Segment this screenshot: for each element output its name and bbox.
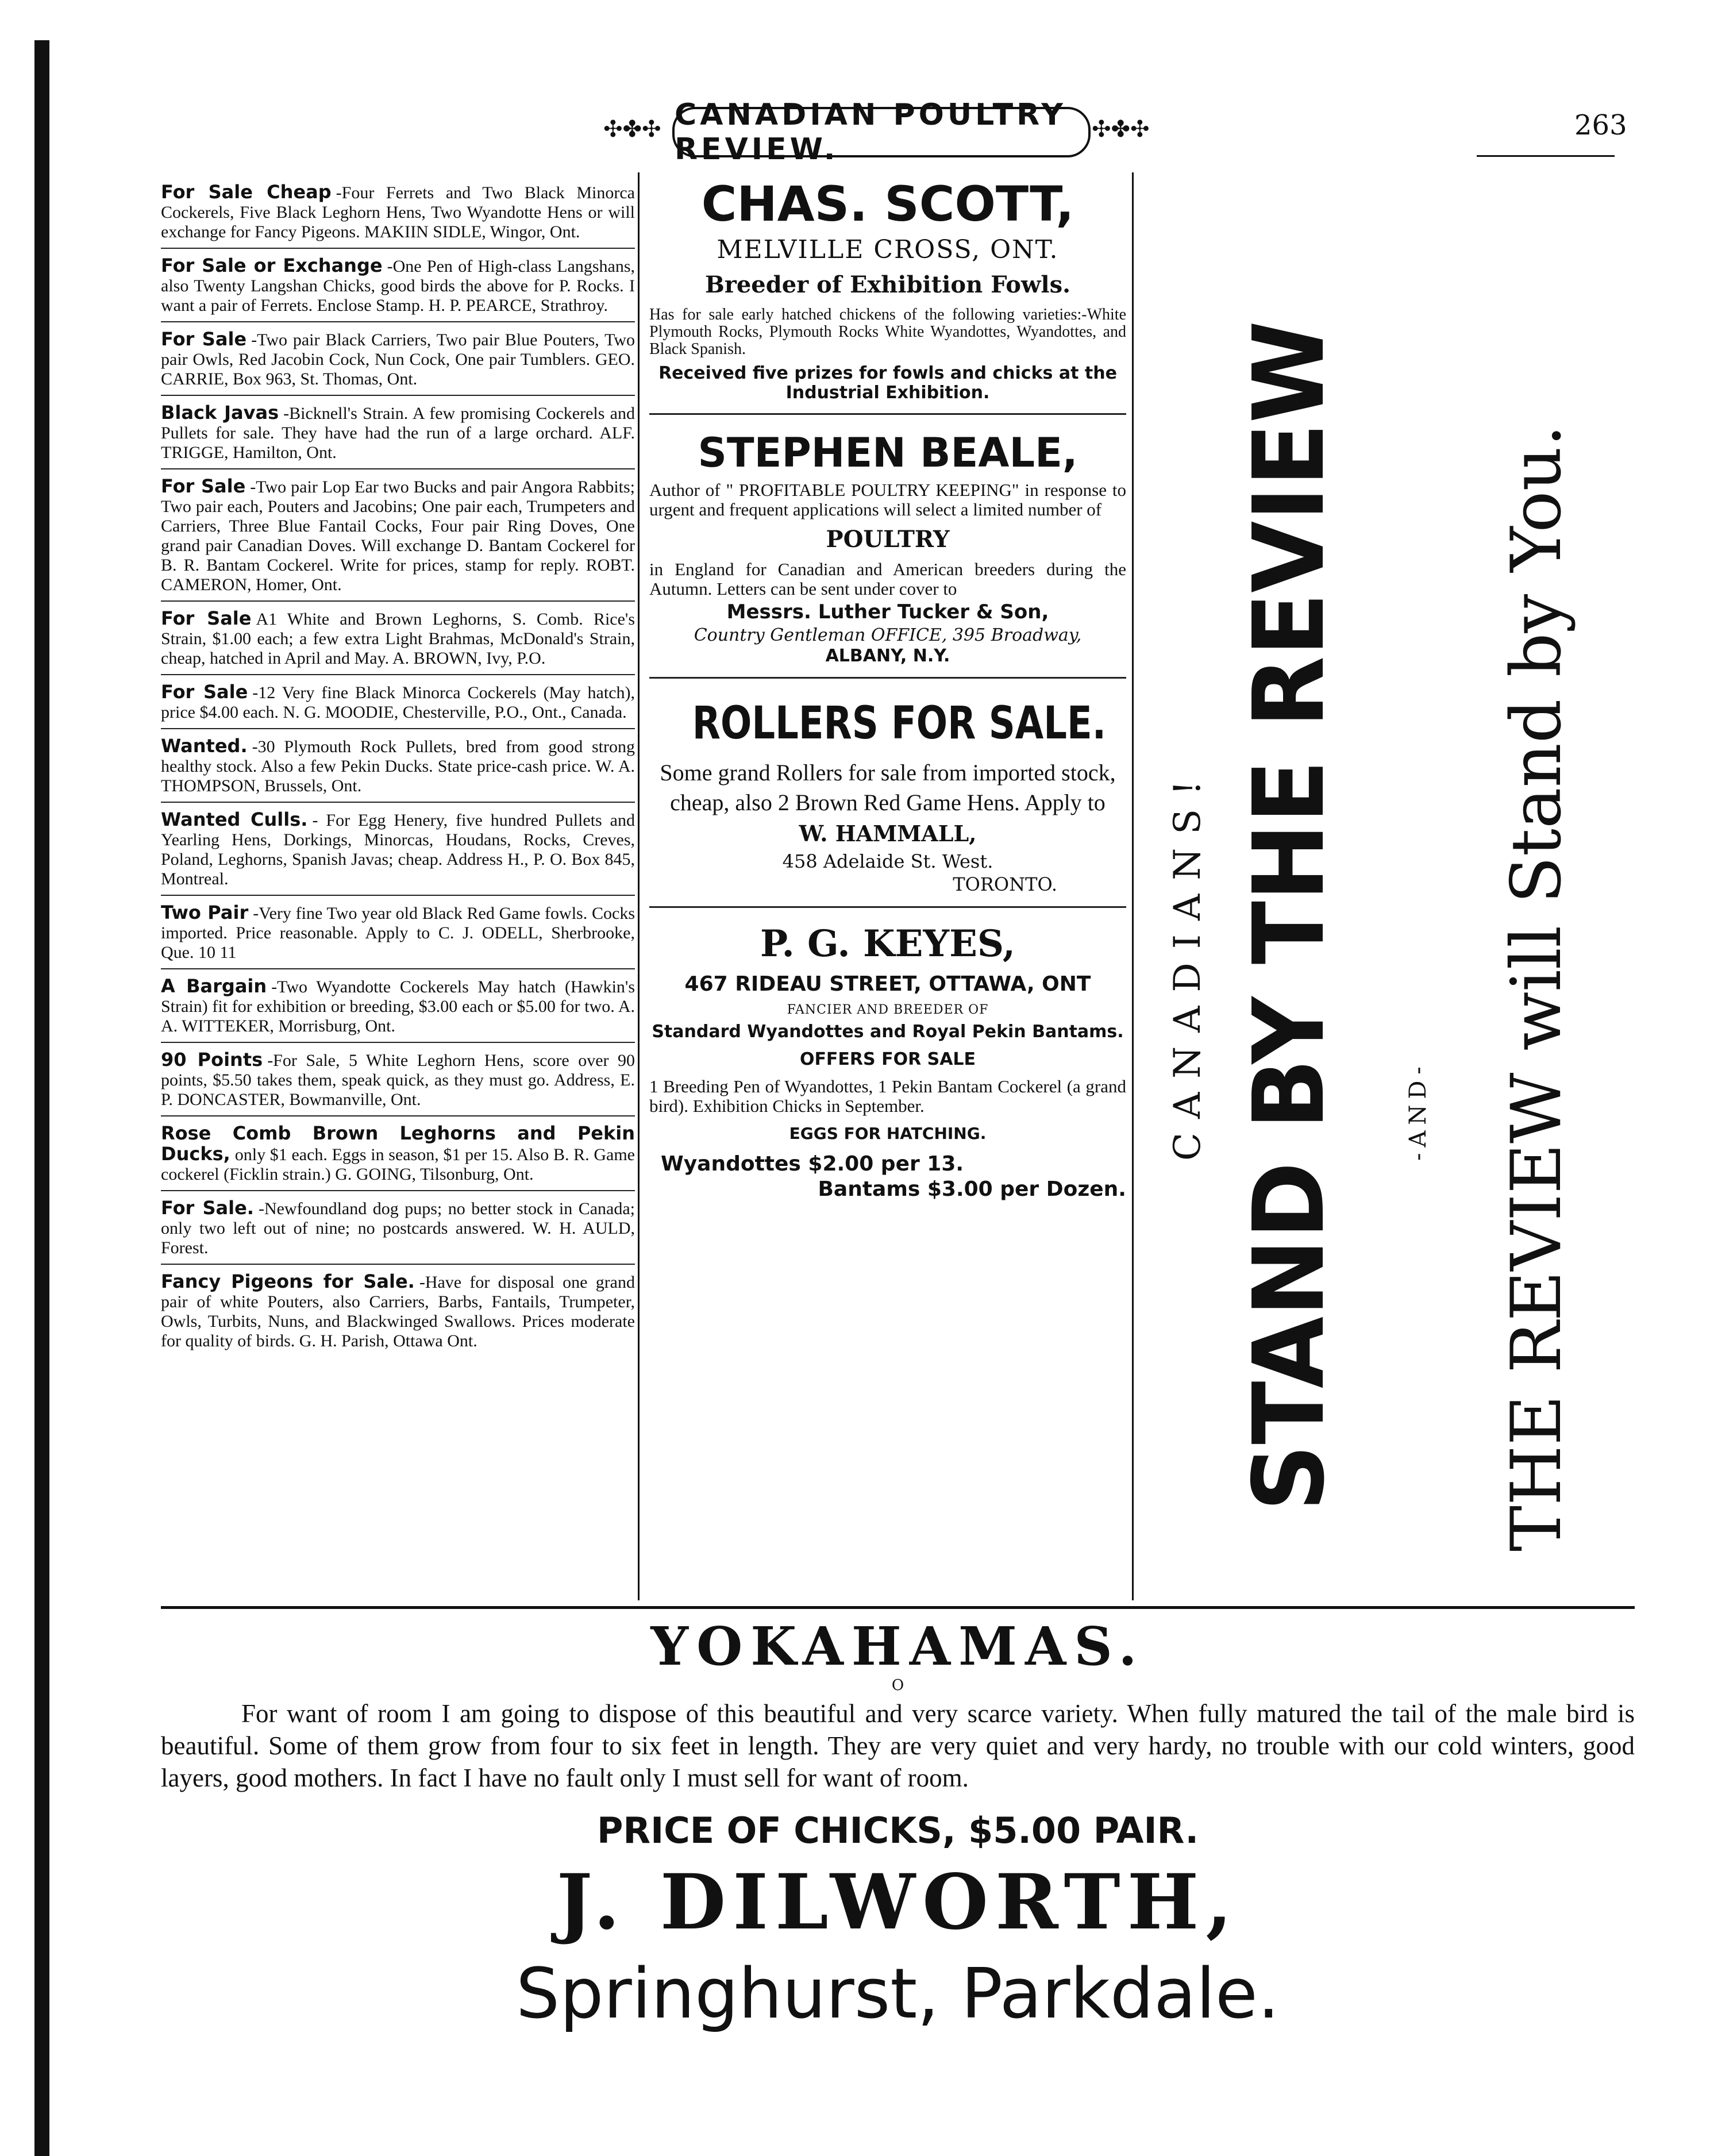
ad-text: -Bicknell's Strain. A few promising Cockerels and Pullets for sale. They have had the run of a large orchard. ALF. TRIGGE, Hamilton, Ont. xyxy=(161,404,635,462)
classified-ad xyxy=(161,469,635,602)
masthead xyxy=(603,98,1150,167)
yokahamas-ad xyxy=(161,1615,1635,2038)
classified-column xyxy=(161,175,635,1357)
rollers-title: ROLLERS FOR SALE. xyxy=(692,698,1107,749)
keyes-address: 467 RIDEAU STREET, OTTAWA, ONT xyxy=(684,972,1091,996)
classified-ad xyxy=(161,249,635,322)
keyes-offer-text: 1 Breeding Pen of Wyandottes, 1 Pekin Bantam Cockerel (a grand bird). Exhibition Chicks in September. xyxy=(649,1076,1126,1116)
rollers-body: Some grand Rollers for sale from imported stock, cheap, also 2 Brown Red Game Hens. Apply to xyxy=(660,760,1116,815)
keyes-role: FANCIER AND BREEDER OF xyxy=(787,1003,989,1017)
classified-ad xyxy=(161,969,635,1043)
yokahamas-body: For want of room I am going to dispose of this beautiful and very scarce variety. When fully matured the tail of the male bird is beautiful. Some of them grow from four to six feet in length. They are very quiet and very hardy, no trouble with our cold winters, good layers, good mothers. In fact I have no fault only I must sell for want of room. xyxy=(161,1699,1635,1792)
scott-prizes: Received five prizes for fowls and chicks at the Industrial Exhibition. xyxy=(658,363,1117,403)
ad-heading: Fancy Pigeons for Sale. xyxy=(161,1270,415,1292)
column-rule xyxy=(1132,172,1134,1600)
ad-text: -Have for disposal one grand pair of white Pouters, also Carriers, Barbs, Fantails, Trumpeter, Owls, Turbits, Nuns, and Blackwinged Swallows. Prices moderate for quality of birds. G. H. Parish, Ottawa Ont. xyxy=(161,1273,635,1350)
classified-ad xyxy=(161,675,635,729)
ad-text: -For Sale, 5 White Leghorn Hens, score over 90 points, $5.50 takes them, speak quick, as they must go. Address, E. P. DONCASTER, Bowmanville, Ont. xyxy=(161,1051,635,1109)
ad-heading: For Sale xyxy=(161,607,252,629)
ad-heading: For Sale xyxy=(161,328,247,350)
keyes-eggs: EGGS FOR HATCHING. xyxy=(789,1124,987,1143)
classified-ad xyxy=(161,602,635,675)
classified-ad xyxy=(161,896,635,969)
rollers-city: TORONTO. xyxy=(953,873,1057,895)
ad-heading: For Sale xyxy=(161,681,248,703)
classified-ad xyxy=(161,1191,635,1265)
header-rule xyxy=(1477,155,1615,157)
ad-heading: 90 Points xyxy=(161,1049,263,1071)
keyes-price-bantams: Bantams $3.00 per Dozen. xyxy=(818,1177,1126,1201)
ad-text: -Two pair Lop Ear two Bucks and pair Angora Rabbits; Two pair each, Pouters and Jacobins; One pair each, Trumpeters and Carriers, Three Blue Fantail Cocks, Four pair Ring Doves, One grand pair Canadian Doves. Will exchange D. Bantam Cockerel for B. R. Bantam Cockerel. Write for prices, stamp for reply. ROBT. CAMERON, Homer, Ont. xyxy=(161,478,635,594)
keyes-price-wyandottes: Wyandottes $2.00 per 13. xyxy=(661,1152,964,1176)
ad-text: -30 Plymouth Rock Pullets, bred from good strong healthy stock. Also a few Pekin Ducks. State price-cash price. W. A. THOMPSON, Brussels, Ont. xyxy=(161,737,635,795)
classified-ad xyxy=(161,1116,635,1191)
keyes-offers: OFFERS FOR SALE xyxy=(799,1049,976,1069)
chick-price: PRICE OF CHICKS, $5.00 PAIR. xyxy=(596,1810,1199,1851)
scott-ad xyxy=(649,175,1126,415)
ad-text: -12 Very fine Black Minorca Cockerels (May hatch), price $4.00 each. N. G. MOODIE, Chesterville, P.O., Ont., Canada. xyxy=(161,683,635,722)
rollers-name: W. HAMMALL, xyxy=(799,821,977,846)
classified-ad xyxy=(161,729,635,803)
ad-text: -Four Ferrets and Two Black Minorca Cockerels, Five Black Leghorn Hens, Two Wyandotte Hens or will exchange for Fancy Pigeons. MAKIIN SIDLE, Wingor, Ont. xyxy=(161,183,635,241)
beale-body2: in England for Canadian and American breeders during the Autumn. Letters can be sent under cover to xyxy=(649,559,1126,599)
masthead-title: CANADIAN POULTRY REVIEW. xyxy=(672,107,1091,157)
beale-poultry: POULTRY xyxy=(826,526,950,553)
keyes-ad xyxy=(649,918,1126,1212)
scott-tagline: Breeder of Exhibition Fowls. xyxy=(704,271,1071,298)
review-stand-by-you-text: THE REVIEW will Stand by You. xyxy=(1497,425,1577,1551)
display-ads-column xyxy=(649,175,1126,1223)
canadians-text: CANADIANS! xyxy=(1166,767,1209,1161)
scott-place: MELVILLE CROSS, ONT. xyxy=(717,235,1059,264)
ad-text: only $1 each. Eggs in season, $1 per 15. Also B. R. Game cockerel (Ficklin strain.) G. GOING, Tilsonburg, Ont. xyxy=(161,1145,635,1184)
and-text: -AND- xyxy=(1405,1061,1431,1161)
beale-city: ALBANY, N.Y. xyxy=(825,646,950,666)
ad-text: A1 White and Brown Leghorns, S. Comb. Rice's Strain, $1.00 each; a few extra Light Brahmas, McDonald's Strain, cheap, hatched in April and May. A. BROWN, Ivy, P.O. xyxy=(161,610,635,668)
ad-heading: Wanted Culls. xyxy=(161,808,308,830)
yokahamas-ornament: O xyxy=(891,1677,904,1694)
ad-heading: For Sale or Exchange xyxy=(161,255,383,276)
ad-heading: For Sale xyxy=(161,475,246,497)
ad-text: - For Egg Henery, five hundred Pullets and Yearling Hens, Dorkings, Minorcas, Houdans, Rocks, Creves, Poland, Leghorns, Spanish Javas; cheap. Address H., P. O. Box 845, Montreal. xyxy=(161,811,635,888)
scott-name: CHAS. SCOTT, xyxy=(701,176,1074,232)
stand-by-review-text: STAND BY THE REVIEW xyxy=(1232,321,1346,1512)
ad-heading: Two Pair xyxy=(161,902,249,923)
ad-heading: Black Javas xyxy=(161,402,279,424)
beale-name: STEPHEN BEALE, xyxy=(698,429,1078,476)
keyes-name: P. G. KEYES, xyxy=(760,922,1016,965)
seller-name: J. DILWORTH, xyxy=(556,1858,1239,1947)
classified-ad xyxy=(161,1265,635,1357)
left-flourish-icon: ✣✤✣ xyxy=(603,116,661,143)
ad-text: -Very fine Two year old Black Red Game fowls. Cocks imported. Price reasonable. Apply to C. J. ODELL, Sherbrooke, Que. 10 11 xyxy=(161,904,635,962)
seller-location: Springhurst, Parkdale. xyxy=(516,1954,1280,2034)
ad-text: -Newfoundland dog pups; no better stock in Canada; only two left out of nine; no postcards answered. W. H. AULD, Forest. xyxy=(161,1199,635,1257)
beale-body: Author of " PROFITABLE POULTRY KEEPING" in response to urgent and frequent applications will select a limited number of xyxy=(649,480,1126,519)
rollers-ad xyxy=(649,689,1126,908)
classified-ad xyxy=(161,175,635,249)
ad-heading: For Sale. xyxy=(161,1197,254,1219)
ad-heading: Wanted. xyxy=(161,735,248,757)
rollers-address: 458 Adelaide St. West. xyxy=(782,850,993,872)
page-number: 263 xyxy=(1574,109,1627,141)
right-flourish-icon: ✣✤✣ xyxy=(1092,116,1150,143)
page-binding-edge xyxy=(34,40,49,2156)
ad-text: -Two Wyandotte Cockerels May hatch (Hawkin's Strain) fit for exhibition or breeding, $3.00 each or $5.00 for two. A. A. WITTEKER, Morrisburg, Ont. xyxy=(161,977,635,1035)
ad-heading: A Bargain xyxy=(161,975,267,997)
classified-ad xyxy=(161,322,635,396)
yokahamas-title: YOKAHAMAS. xyxy=(650,1615,1145,1677)
ad-heading: For Sale Cheap xyxy=(161,181,332,203)
classified-ad xyxy=(161,1043,635,1116)
ad-heading: Rose Comb Brown Leghorns and Pekin Ducks, xyxy=(161,1122,635,1165)
section-rule xyxy=(161,1606,1635,1609)
classified-ad xyxy=(161,396,635,469)
ad-text: -Two pair Black Carriers, Two pair Blue Pouters, Two pair Owls, Red Jacobin Cock, Nun Cock, One pair Tumblers. GEO. CARRIE, Box 963, St. Thomas, Ont. xyxy=(161,330,635,388)
vertical-promo-panel xyxy=(1141,172,1658,1603)
ad-text: -One Pen of High-class Langshans, also Twenty Langshan Chicks, good birds the above for P. Rocks. I want a pair of Ferrets. Enclose Stamp. H. P. PEARCE, Strathroy. xyxy=(161,257,635,315)
beale-ad xyxy=(649,425,1126,679)
keyes-breeds: Standard Wyandottes and Royal Pekin Bantams. xyxy=(652,1022,1124,1042)
scott-body: Has for sale early hatched chickens of the following varieties:-White Plymouth Rocks, Plymouth Rocks White Wyandottes, Wyandottes, and Black Spanish. xyxy=(649,306,1126,358)
beale-address: Country Gentleman OFFICE, 395 Broadway, xyxy=(694,625,1082,645)
classified-ad xyxy=(161,803,635,896)
column-rule xyxy=(638,172,640,1600)
beale-firm: Messrs. Luther Tucker & Son, xyxy=(726,600,1049,623)
